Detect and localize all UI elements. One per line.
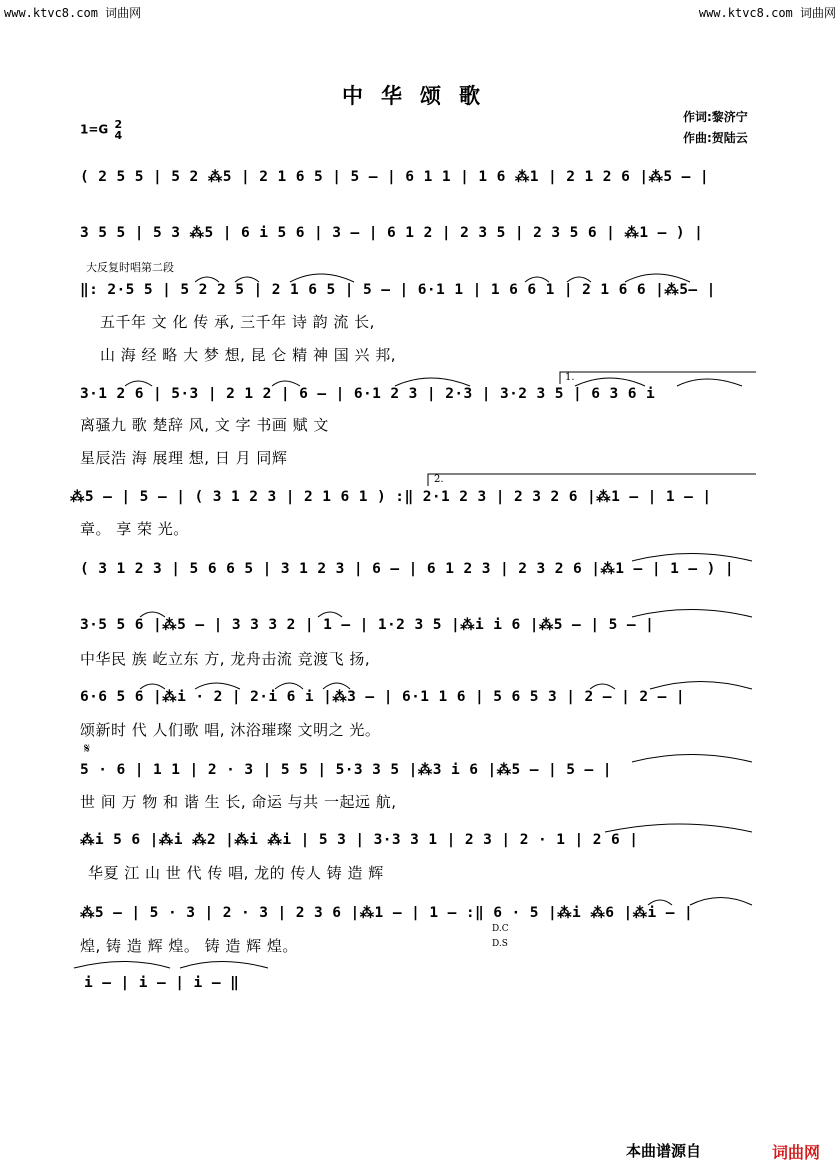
score-line-9: 5 · 6 | 1 1 | 2 · 3 | 5 5 | 5·3 3 5 |⁂3 i 6 |⁂5 — | 5 — | xyxy=(80,762,612,778)
lyricist-credit: 作词:黎济宁 xyxy=(683,110,748,124)
site-watermark-right[interactable]: www.ktvc8.com 词曲网 xyxy=(698,6,836,20)
composer-credit: 作曲:贺陆云 xyxy=(683,131,748,145)
score-line-7: 3·5 5 6 |⁂5 — | 3 3 3 2 | 1 — | 1·2 3 5 |⁂i i 6 |⁂5 — | 5 — | xyxy=(80,617,655,633)
score-line-3: ‖: 2·5 5 | 5 2 2 5 | 2 1 6 5 | 5 — | 6·1 1 | 1 6 6 1 | 2 1 6 6 |⁂5— | xyxy=(80,282,716,298)
score-line-12: i — | i — | i — ‖ xyxy=(84,975,240,991)
lyric-line-8: 颂新时 代 人们歌 唱, 沐浴璀璨 文明之 光。 xyxy=(80,721,381,739)
first-ending-bracket xyxy=(560,372,756,384)
time-bottom: 4 xyxy=(114,129,123,142)
first-ending-label: 1. xyxy=(565,372,575,383)
score-line-11: ⁂5 — | 5 · 3 | 2 · 3 | 2 3 6 |⁂1 — | 1 — :‖ 6 · 5 |⁂i ⁂6 |⁂i — | xyxy=(80,905,694,921)
lyric-line-7: 中华民 族 屹立东 方, 龙舟击流 竞渡飞 扬, xyxy=(80,650,371,668)
lyric-line-4a: 离骚九 歌 楚辞 风, 文 字 书画 赋 文 xyxy=(80,416,329,434)
second-ending-label: 2. xyxy=(434,474,444,485)
site-watermark-left[interactable]: www.ktvc8.com 词曲网 xyxy=(4,6,142,20)
score-line-8: 6·6 5 6 |⁂i · 2 | 2·i 6 i |⁂3 — | 6·1 1 6 | 5 6 5 3 | 2 — | 2 — | xyxy=(80,689,685,705)
score-line-1: ( 2 5 5 | 5 2 ⁂5 | 2 1 6 5 | 5 — | 6 1 1 | 1 6 ⁂1 | 2 1 2 6 |⁂5 — | xyxy=(80,169,710,185)
repeat-note: 大反复时唱第二段 xyxy=(86,261,174,274)
score-line-5: ⁂5 — | 5 — | ( 3 1 2 3 | 2 1 6 1 ) :‖ 2·1 2 3 | 2 3 2 6 |⁂1 — | 1 — | xyxy=(70,489,712,505)
score-line-10: ⁂i 5 6 |⁂i ⁂2 |⁂i ⁂i | 5 3 | 3·3 3 1 | 2 3 | 2 · 1 | 2 6 | xyxy=(80,832,639,848)
score-line-6: ( 3 1 2 3 | 5 6 6 5 | 3 1 2 3 | 6 — | 6 1 2 3 | 2 3 2 6 |⁂1 — | 1 — ) | xyxy=(80,561,734,577)
lyric-line-11: 煌, 铸 造 辉 煌。 铸 造 辉 煌。 xyxy=(80,937,298,955)
lyric-line-5: 章。 享 荣 光。 xyxy=(80,520,189,538)
song-title: 中华颂歌 xyxy=(342,83,498,108)
ds-marker: D.S xyxy=(492,939,508,949)
dc-marker: D.C xyxy=(492,924,509,934)
key-label: 1=G xyxy=(80,122,109,137)
source-label: 本曲谱源自 xyxy=(626,1142,702,1160)
lyric-line-10: 华夏 江 山 世 代 传 唱, 龙的 传人 铸 造 辉 xyxy=(88,864,384,882)
lyric-line-3b: 山 海 经 略 大 梦 想, 昆 仑 精 神 国 兴 邦, xyxy=(100,346,397,364)
time-top: 2 xyxy=(114,118,123,131)
key-signature xyxy=(80,119,122,141)
score-line-4: 3·1 2 6 | 5·3 | 2 1 2 | 6 — | 6·1 2 3 | 2·3 | 3·2 3 5 | 6 3 6 i xyxy=(80,386,656,402)
score-line-2: 3 5 5 | 5 3 ⁂5 | 6 i 5 6 | 3 — | 6 1 2 | 2 3 5 | 2 3 5 6 | ⁂1 — ) | xyxy=(80,225,704,241)
lyric-line-4b: 星辰浩 海 展理 想, 日 月 同辉 xyxy=(80,449,288,467)
time-signature xyxy=(114,119,122,141)
brand-logo-text[interactable]: 词曲网 xyxy=(772,1143,821,1162)
lyric-line-9: 世 间 万 物 和 谐 生 长, 命运 与共 一起远 航, xyxy=(80,793,397,811)
segno-icon: 𝄋 xyxy=(84,741,91,757)
second-ending-bracket xyxy=(428,474,756,486)
lyric-line-3a: 五千年 文 化 传 承, 三千年 诗 韵 流 长, xyxy=(100,313,375,331)
